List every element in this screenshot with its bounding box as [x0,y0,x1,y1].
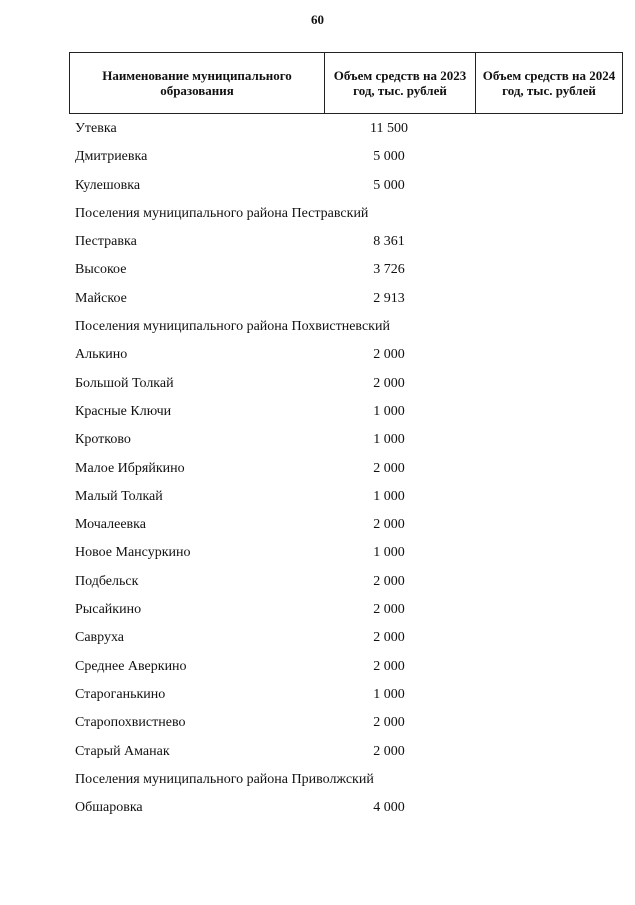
funds-2023: 2 000 [373,602,405,618]
funds-2023: 2 000 [373,460,405,476]
table-row [0,540,635,568]
funds-2023: 3 726 [373,262,405,278]
header-funds-2024: Объем средств на 2024 год, тыс. рублей [476,53,623,114]
table-row [0,229,635,257]
table-row [0,682,635,710]
table-row [0,286,635,314]
table-row [0,484,635,512]
municipality-name: Малое Ибряйкино [75,460,185,476]
page-number: 60 [311,12,324,27]
municipality-name: Майское [75,290,127,306]
funds-2023: 2 000 [373,573,405,589]
municipality-name: Подбельск [75,573,139,589]
table-row [0,569,635,597]
funds-2023: 2 000 [373,743,405,759]
municipality-name: Старопохвистнево [75,715,186,731]
table-row [0,144,635,172]
header-row [70,53,623,114]
table-row [0,116,635,144]
group-row [0,767,635,795]
municipality-name: Малый Толкай [75,488,163,504]
table-row [0,399,635,427]
funds-2023: 11 500 [370,121,408,136]
funds-2023: 8 361 [373,234,405,250]
funds-2023: 2 000 [373,658,405,674]
table-row [0,597,635,625]
header-municipality-name: Наименование муниципального образования [70,53,325,114]
table-row [0,371,635,399]
funds-2023: 2 000 [373,375,405,391]
municipality-name: Кулешовка [75,177,141,193]
funds-2023: 1 000 [373,686,405,702]
group-heading: Поселения муниципального района Пестравский [75,205,369,221]
funds-2023: 2 000 [373,630,405,646]
group-heading: Поселения муниципального района Приволжский [75,771,374,787]
table-row [0,257,635,285]
municipality-name: Обшаровка [75,800,143,816]
table-row [0,456,635,484]
municipality-name: Дмитриевка [75,149,148,165]
municipality-name: Алькино [75,347,128,363]
municipality-name: Красные Ключи [75,403,172,419]
table-row [0,427,635,455]
table-header [69,52,623,114]
table-row [0,795,635,823]
municipality-name: Старый Аманак [75,743,170,759]
funds-2023: 2 000 [373,347,405,363]
funds-2023: 1 000 [373,432,405,448]
municipality-name: Савруха [75,630,125,646]
municipality-name: Рысайкино [75,602,142,618]
municipality-name: Мочалеевка [75,517,146,533]
municipality-name: Утевка [75,121,117,136]
funds-2023: 2 913 [373,290,405,306]
table-row [0,739,635,767]
table-row [0,173,635,201]
municipality-name: Высокое [75,262,127,278]
funds-2023: 1 000 [373,545,405,561]
municipality-name: Новое Мансуркино [75,545,191,561]
table-row [0,342,635,370]
table-row [0,512,635,540]
municipality-name: Большой Толкай [75,375,174,391]
funds-2023: 1 000 [373,488,405,504]
funds-2023: 5 000 [373,177,405,193]
funds-2023: 4 000 [373,800,405,816]
municipality-name: Среднее Аверкино [75,658,187,674]
table-row [0,710,635,738]
municipality-name: Кротково [75,432,131,448]
funds-2023: 2 000 [373,715,405,731]
table-row [0,654,635,682]
group-heading: Поселения муниципального района Похвистневский [75,319,390,335]
funds-2023: 2 000 [373,517,405,533]
group-row [0,314,635,342]
funds-2023: 1 000 [373,403,405,419]
table-row [0,625,635,653]
header-funds-2023: Объем средств на 2023 год, тыс. рублей [325,53,476,114]
municipality-name: Пестравка [75,234,137,250]
group-row [0,201,635,229]
municipality-name: Староганькино [75,686,166,702]
table-body [0,116,635,823]
funds-2023: 5 000 [373,149,405,165]
